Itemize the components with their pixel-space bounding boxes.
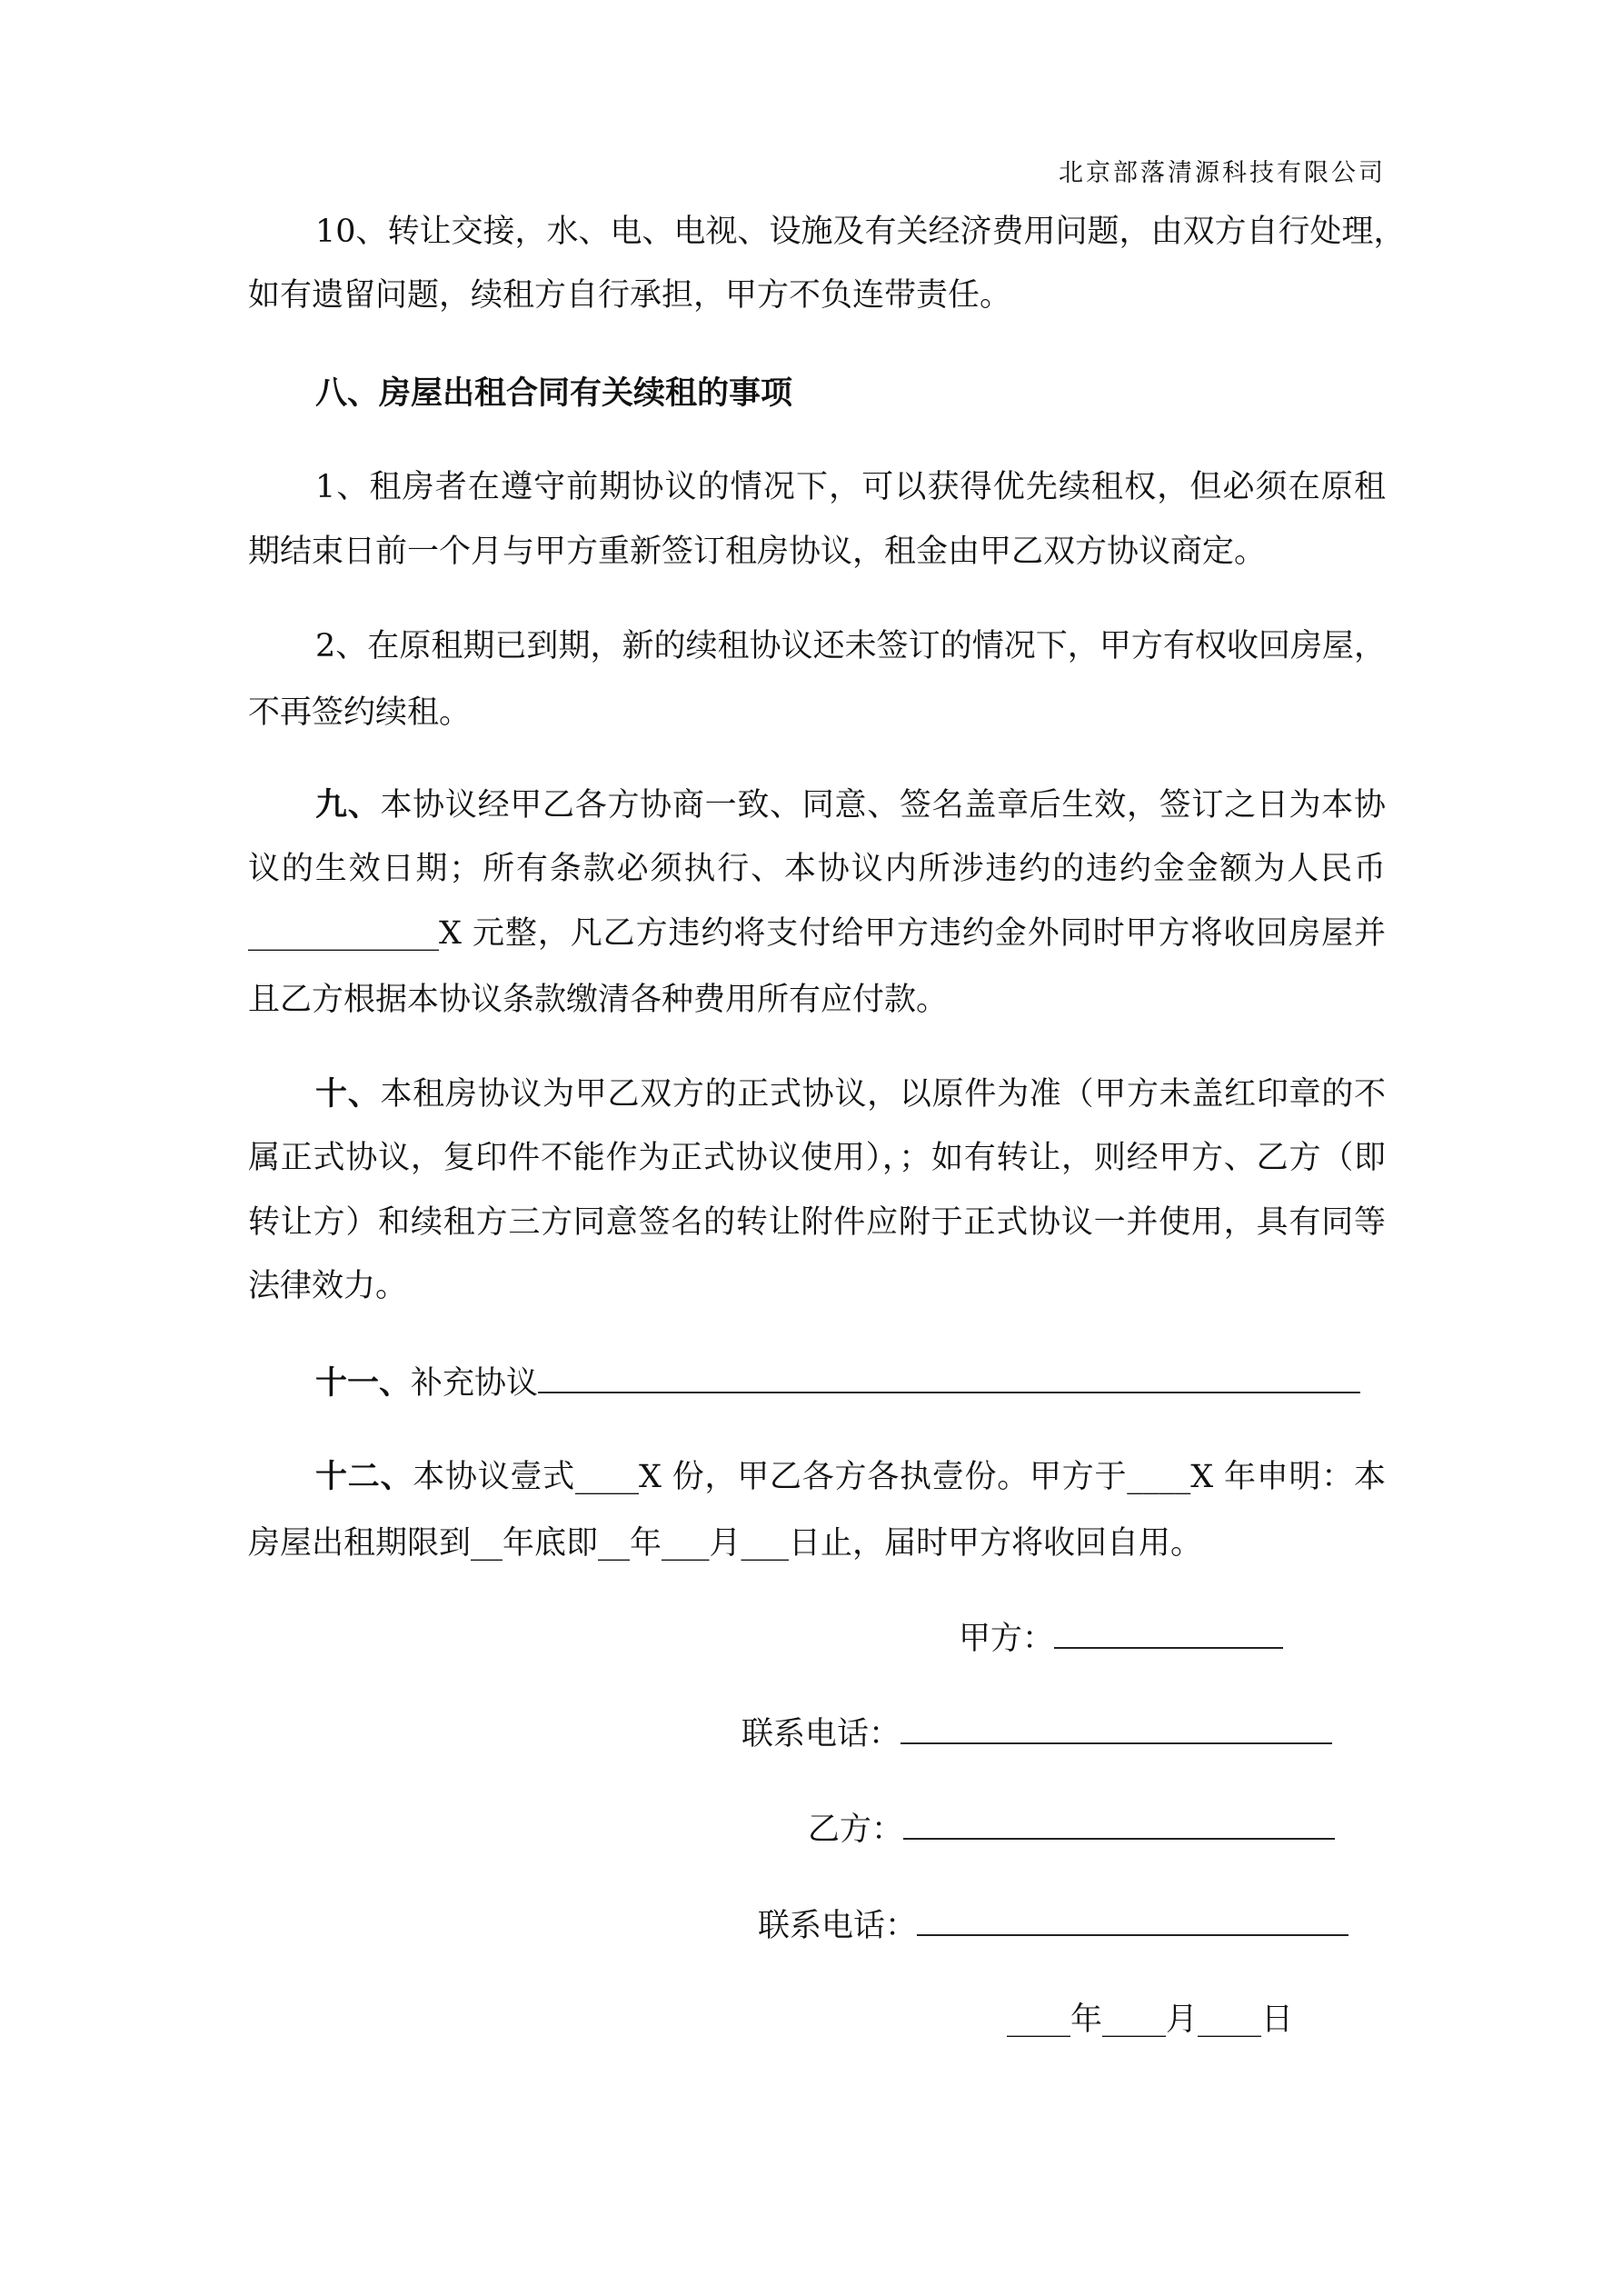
- party-b-blank[interactable]: [903, 1809, 1335, 1840]
- section-10-line: 法律效力。: [248, 1268, 408, 1304]
- section-9-line: 议的生效日期；所有条款必须执行、本协议内所涉违约的违约金金额为人民币: [248, 851, 1386, 887]
- section-8-item-1-line: 1、租房者在遵守前期协议的情况下，可以获得优先续租权，但必须在原租: [315, 469, 1386, 505]
- section-12-line: 房屋出租期限到__年底即__年___月___日止，届时甲方将收回自用。: [248, 1525, 1203, 1562]
- phone-a-field: [741, 1713, 1332, 1754]
- phone-b-field: [758, 1905, 1348, 1946]
- section-10-line: [315, 1074, 1386, 1114]
- signing-date: ____年____月____日: [1007, 2002, 1294, 2038]
- clause-10-line: 如有遗留问题，续租方自行承担，甲方不负连带责任。: [248, 277, 1012, 314]
- section-10-line: 属正式协议，复印件不能作为正式协议使用），；如有转让，则经甲方、乙方（即: [248, 1140, 1386, 1176]
- section-9-line: ____________X 元整，凡乙方违约将支付给甲方违约金外同时甲方将收回房屋并: [248, 915, 1386, 952]
- section-9-prefix: 九、: [315, 786, 381, 824]
- section-9-line: 且乙方根据本协议条款缴清各种费用所有应付款。: [248, 982, 949, 1018]
- section-12-prefix: 十二、: [315, 1458, 413, 1495]
- section-8-title: 八、房屋出租合同有关续租的事项: [315, 374, 793, 412]
- phone-a-label: 联系电话：: [741, 1716, 901, 1752]
- phone-b-blank[interactable]: [917, 1905, 1348, 1936]
- section-10-prefix: 十、: [315, 1075, 381, 1113]
- section-10-text: 本租房协议为甲乙双方的正式协议，以原件为准（甲方未盖红印章的不: [380, 1076, 1386, 1113]
- company-header: 北京部落清源科技有限公司: [1059, 159, 1386, 187]
- party-a-field: [959, 1618, 1283, 1659]
- section-11-line: [315, 1363, 1386, 1403]
- section-9-text: 本协议经甲乙各方协商一致、同意、签名盖章后生效，签订之日为本协: [380, 787, 1386, 824]
- party-b-field: [808, 1809, 1335, 1850]
- section-8-item-1-line: 期结束日前一个月与甲方重新签订租房协议，租金由甲乙双方协议商定。: [248, 534, 1267, 570]
- section-9-line: [315, 785, 1386, 825]
- section-11-text: 补充协议: [411, 1365, 539, 1402]
- party-a-label: 甲方：: [959, 1621, 1055, 1657]
- clause-10-line: 10、转让交接，水、电、电视、设施及有关经济费用问题，由双方自行处理，: [315, 214, 1406, 250]
- phone-b-label: 联系电话：: [758, 1908, 918, 1944]
- supplement-blank[interactable]: [538, 1363, 1360, 1393]
- party-a-blank[interactable]: [1054, 1618, 1283, 1649]
- section-12-text: 本协议壹式____X 份，甲乙各方各执壹份。甲方于____X 年申明：本: [413, 1459, 1386, 1495]
- section-11-prefix: 十一、: [315, 1364, 412, 1402]
- phone-a-blank[interactable]: [901, 1713, 1332, 1744]
- section-8-item-2-line: 不再签约续租。: [248, 694, 472, 731]
- section-10-line: 转让方）和续租方三方同意签名的转让附件应附于正式协议一并使用，具有同等: [248, 1204, 1386, 1241]
- section-12-line: [315, 1457, 1386, 1497]
- party-b-label: 乙方：: [808, 1812, 904, 1848]
- section-8-item-2-line: 2、在原租期已到期，新的续租协议还未签订的情况下，甲方有权收回房屋，: [315, 628, 1386, 664]
